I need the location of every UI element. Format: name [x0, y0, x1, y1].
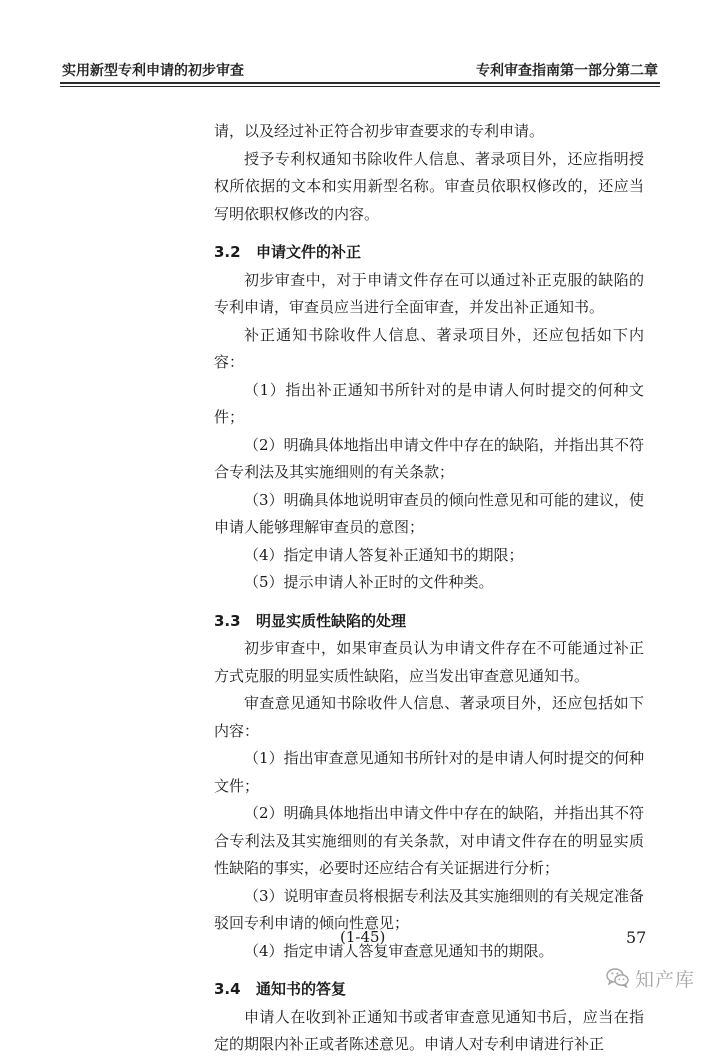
list-item: （3）说明审查员将根据专利法及其实施细则的有关规定准备驳回专利申请的倾向性意见； — [214, 886, 644, 932]
header-rule-thick — [60, 82, 660, 84]
section-number: 3.4 — [214, 980, 241, 998]
paragraph: 申请人在收到补正通知书或者审查意见通知书后，应当在指定的期限内补正或者陈述意见。申请人对专利申请进行补正 — [214, 1007, 644, 1053]
page-number: 57 — [626, 928, 647, 947]
list-item: （4）指定申请人答复审查意见通知书的期限。 — [244, 941, 554, 960]
page-body — [214, 118, 647, 1059]
section-heading-3-2 — [214, 239, 644, 267]
section-heading-3-4 — [214, 976, 644, 1004]
section-number: 3.2 — [214, 243, 241, 261]
list-item: （1）指出审查意见通知书所针对的是申请人何时提交的何种文件； — [214, 749, 644, 795]
paragraph: 审查意见通知书除收件人信息、著录项目外，还应包括如下内容： — [214, 694, 644, 740]
section-number: 3.3 — [214, 611, 241, 630]
paragraph: 初步审查中，如果审查员认为申请文件存在不可能通过补正方式克服的明显实质性缺陷，应当发出审查意见通知书。 — [214, 639, 644, 685]
section-title: 明显实质性缺陷的处理 — [256, 611, 407, 630]
list-item: （1）指出补正通知书所针对的是申请人何时提交的何种文件； — [214, 380, 644, 426]
list-item: （2）明确具体地指出申请文件中存在的缺陷，并指出其不符合专利法及其实施细则的有关条款，对申请文件存在的明显实质性缺陷的事实，必要时还应结合有关证据进行分析； — [214, 804, 644, 877]
section-heading-3-3 — [214, 608, 644, 636]
watermark — [606, 964, 695, 992]
paragraph: 补正通知书除收件人信息、著录项目外，还应包括如下内容： — [214, 325, 644, 371]
list-item: （5）提示申请人补正时的文件种类。 — [244, 573, 494, 591]
header-rule-thin — [60, 86, 660, 87]
section-title: 通知书的答复 — [256, 980, 347, 998]
section-title: 申请文件的补正 — [256, 243, 362, 261]
header-right-title: 专利审查指南第一部分第二章 — [476, 63, 658, 79]
wechat-icon — [606, 967, 630, 989]
paragraph: 授予专利权通知书除收件人信息、著录项目外，还应指明授权所依据的文本和实用新型名称。审查员依职权修改的，还应当写明依职权修改的内容。 — [214, 149, 644, 223]
paragraph: 请，以及经过补正符合初步审查要求的专利申请。 — [214, 122, 545, 140]
page-reference: (1-45) — [340, 928, 386, 946]
header-left-title: 实用新型专利申请的初步审查 — [62, 63, 244, 79]
watermark-text: 知产库 — [635, 968, 696, 991]
list-item: （3）明确具体地说明审查员的倾向性意见和可能的建议，使申请人能够理解审查员的意图； — [214, 490, 644, 536]
paragraph: 初步审查中，对于申请文件存在可以通过补正克服的缺陷的专利申请，审查员应当进行全面审查，并发出补正通知书。 — [214, 270, 644, 316]
list-item: （4）指定申请人答复补正通知书的期限； — [244, 545, 524, 564]
list-item: （2）明确具体地指出申请文件中存在的缺陷，并指出其不符合专利法及其实施细则的有关条款； — [214, 435, 644, 481]
running-header — [60, 58, 660, 82]
